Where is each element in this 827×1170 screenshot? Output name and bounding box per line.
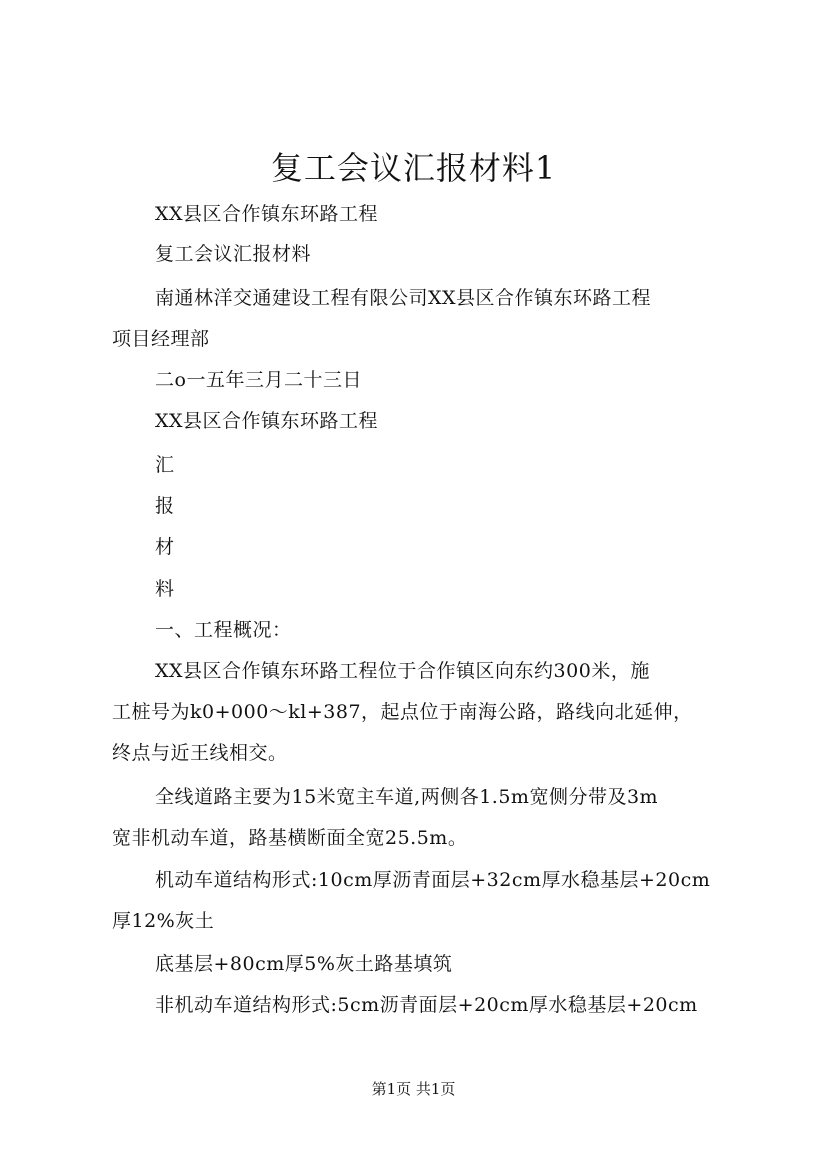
text-line: XX县区合作镇东环路工程 xyxy=(155,410,379,432)
text-line: 终点与近王线相交。 xyxy=(112,742,288,764)
text-line: 底基层+80cm厚5%灰土路基填筑 xyxy=(155,953,453,975)
text-line: 汇 xyxy=(155,454,175,476)
text-line: 机动车道结构形式:10cm厚沥青面层+32cm厚水稳基层+20cm xyxy=(155,869,711,891)
text-line: 宽非机动车道，路基横断面全宽25.5m。 xyxy=(112,827,468,849)
section-heading: 一、工程概况： xyxy=(155,619,292,641)
text-line: XX县区合作镇东环路工程 xyxy=(155,203,379,225)
text-line: 材 xyxy=(155,536,175,558)
text-line: 工桩号为k0+000～kl+387，起点位于南海公路，路线向北延伸， xyxy=(112,701,693,723)
text-line: 全线道路主要为15米宽主车道,两侧各1.5m宽侧分带及3m xyxy=(155,786,659,808)
text-line: 厚12%灰土 xyxy=(112,910,215,932)
text-line: 项目经理部 xyxy=(112,328,210,350)
document-title: 复工会议汇报材料1 xyxy=(270,149,557,187)
text-line: XX县区合作镇东环路工程位于合作镇区向东约300米，施 xyxy=(155,660,650,682)
text-line: 复工会议汇报材料 xyxy=(155,243,312,265)
text-line: 二o一五年三月二十三日 xyxy=(155,369,362,391)
page-footer: 第1页 共1页 xyxy=(371,1080,456,1098)
text-line: 报 xyxy=(155,495,175,517)
text-line: 非机动车道结构形式:5cm沥青面层+20cm厚水稳基层+20cm xyxy=(155,994,698,1016)
text-line: 料 xyxy=(155,578,175,600)
text-line: 南通林洋交通建设工程有限公司XX县区合作镇东环路工程 xyxy=(155,287,652,309)
